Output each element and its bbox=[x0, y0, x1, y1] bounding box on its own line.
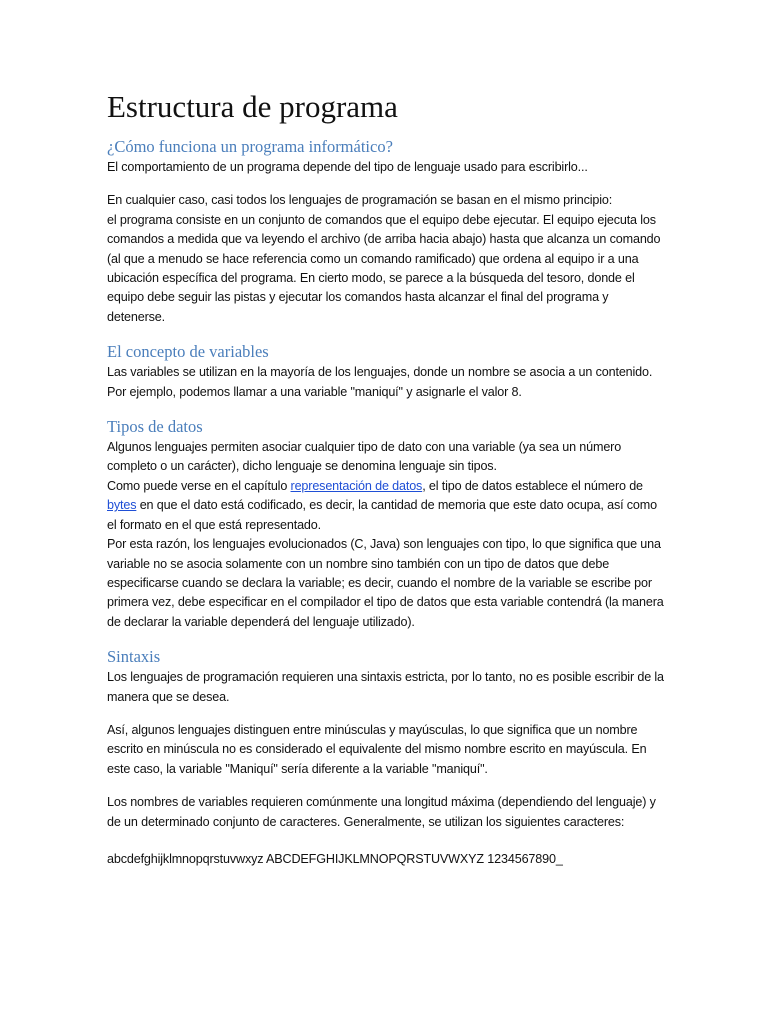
paragraph: Así, algunos lenguajes distinguen entre minúsculas y mayúsculas, lo que significa que un nombre escrito en minúscula no es considerado el equivalente del mismo nombre escrito en mayúscula. En este caso, la variable "Maniquí" sería diferente a la variable "maniquí". bbox=[107, 722, 647, 776]
paragraph: el programa consiste en un conjunto de comandos que el equipo debe ejecutar. El equipo ejecuta los comandos a medida que va leyendo el archivo (de arriba hacia abajo) hasta que alcanza un comando (al que a menudo se hace referencia como un comando ramificado) que ordena al equipo ir a una ubicación específica del programa. En cierto modo, se parece a la búsqueda del tesoro, donde el equipo debe seguir las pistas y ejecutar los comandos hasta alcanzar el final del programa y detenerse. bbox=[107, 212, 661, 324]
heading-syntax: Sintaxis bbox=[107, 647, 161, 667]
paragraph: El comportamiento de un programa depende del tipo de lenguaje usado para escribirlo... bbox=[107, 160, 588, 174]
paragraph: Los nombres de variables requieren comúnmente una longitud máxima (dependiendo del lenguaje) y de un determinado conjunto de caracteres. Generalmente, se utilizan los siguientes caracteres: bbox=[107, 795, 656, 829]
text-run: Como puede verse en el capítulo bbox=[107, 478, 291, 493]
text-run: , el tipo de datos establece el número de bbox=[422, 478, 643, 493]
document-title: Estructura de programa bbox=[107, 89, 398, 124]
heading-how-program-works: ¿Cómo funciona un programa informático? bbox=[107, 137, 393, 156]
paragraph: Las variables se utilizan en la mayoría de los lenguajes, donde un nombre se asocia a un contenido. Por ejemplo, podemos llamar a una variable "maniquí" y asignarle el valor 8. bbox=[107, 365, 653, 399]
paragraph: Los lenguajes de programación requieren una sintaxis estricta, por lo tanto, no es posible escribir de la manera que se desea. bbox=[107, 670, 664, 704]
allowed-characters: abcdefghijklmnopqrstuvwxyz ABCDEFGHIJKLMNOPQRSTUVWXYZ 1234567890_ bbox=[107, 851, 563, 866]
link-data-representation[interactable]: representación de datos bbox=[290, 478, 423, 493]
paragraph: Algunos lenguajes permiten asociar cualquier tipo de dato con una variable (ya sea un número completo o un carácter), dicho lenguaje se denomina lenguaje sin tipos. bbox=[107, 440, 622, 474]
paragraph: Por esta razón, los lenguajes evolucionados (C, Java) son lenguajes con tipo, lo que significa que una variable no se asocia solamente con un nombre sino también con un tipo de datos que debe especificarse cuando se declara la variable; es decir, cuando el nombre de la variable se escribe por primera vez, debe especificar en el compilador el tipo de datos que esta variable contendrá (la manera de declarar la variable dependerá del lenguaje utilizado). bbox=[107, 537, 664, 629]
heading-data-types: Tipos de datos bbox=[107, 417, 203, 437]
paragraph: En cualquier caso, casi todos los lenguajes de programación se basan en el mismo principio: bbox=[107, 193, 613, 208]
paragraph-with-links bbox=[107, 477, 664, 535]
heading-variables: El concepto de variables bbox=[107, 342, 269, 362]
text-run: en que el dato está codificado, es decir, la cantidad de memoria que este dato ocupa, así como el formato en el que está representado. bbox=[107, 498, 657, 532]
link-bytes[interactable]: bytes bbox=[107, 498, 137, 513]
